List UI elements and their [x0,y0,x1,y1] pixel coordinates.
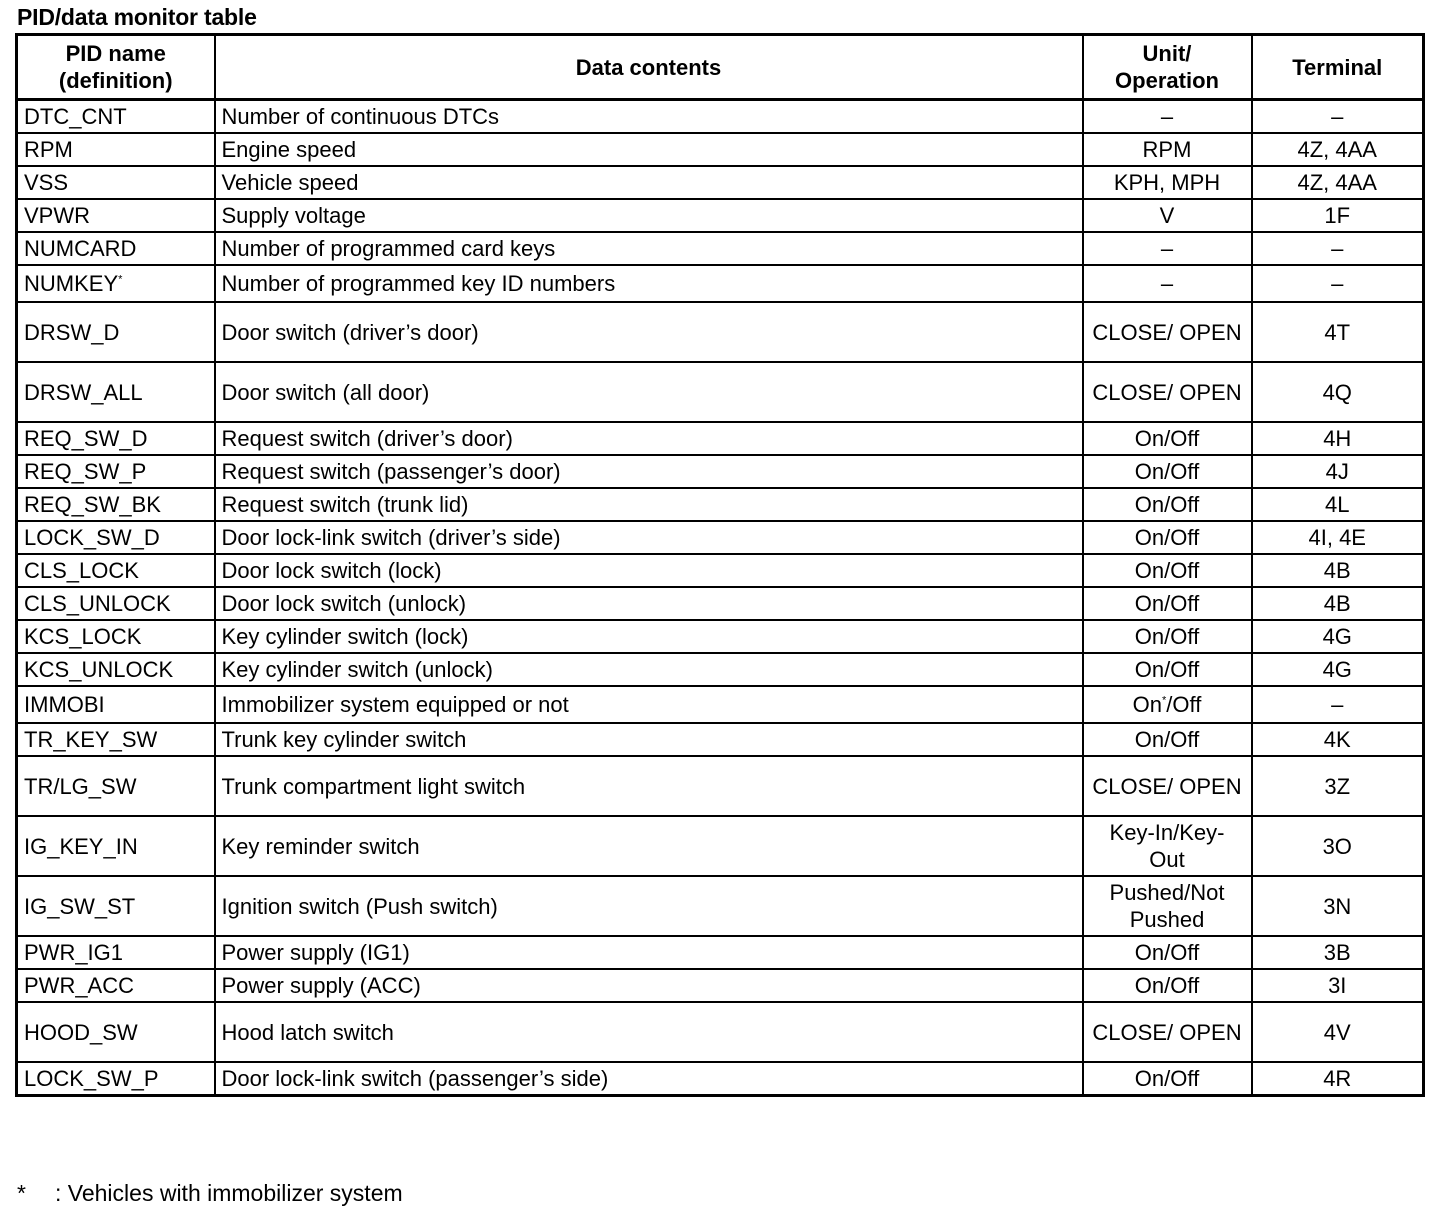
unit-operation: On/Off [1134,973,1200,998]
asterisk-mark: * [118,273,123,286]
unit-operation-cell [1083,100,1252,134]
table-row [17,686,1424,723]
pid-name: NUMKEY [24,271,119,296]
terminal-cell: 1F [1252,199,1424,232]
pid-name-cell [17,756,215,816]
table-row [17,199,1424,232]
unit-operation-cell [1083,686,1252,723]
pid-name-cell [17,166,215,199]
table-row [17,521,1424,554]
pid-name: PWR_ACC [24,973,135,998]
unit-operation-cell [1083,422,1252,455]
pid-name: CLS_LOCK [24,558,139,583]
pid-name-cell [17,587,215,620]
data-contents-cell: Door lock-link switch (driver’s side) [215,521,1083,554]
pid-name-cell [17,969,215,1002]
data-contents-cell: Immobilizer system equipped or not [215,686,1083,723]
unit-operation-cell [1083,199,1252,232]
unit-operation-rest: /Off [1166,692,1202,717]
unit-operation: CLOSE/ OPEN [1092,773,1242,799]
pid-name: KCS_UNLOCK [24,657,174,682]
pid-name: RPM [24,137,73,162]
pid-name: LOCK_SW_D [24,525,160,550]
table-row [17,756,1424,816]
terminal-cell: 4R [1252,1062,1424,1096]
table-row [17,362,1424,422]
terminal-cell: 4Z, 4AA [1252,133,1424,166]
header-terminal: Terminal [1252,35,1424,100]
pid-name: PWR_IG1 [24,940,124,965]
table-row [17,653,1424,686]
terminal-cell: – [1252,232,1424,265]
table-body [17,100,1424,1096]
pid-name-cell [17,133,215,166]
pid-name-cell [17,936,215,969]
pid-name: VPWR [24,203,90,228]
pid-name: CLS_UNLOCK [24,591,171,616]
data-contents-cell: Number of programmed card keys [215,232,1083,265]
table-row [17,554,1424,587]
unit-operation-cell [1083,620,1252,653]
unit-operation: On/Off [1134,624,1200,649]
table-row [17,302,1424,362]
unit-operation: RPM [1142,137,1192,162]
terminal-cell: – [1252,686,1424,723]
pid-name: DRSW_ALL [24,379,143,405]
pid-name-cell [17,302,215,362]
pid-name: DRSW_D [24,319,120,345]
table-row [17,166,1424,199]
table-row [17,876,1424,936]
pid-name-cell [17,199,215,232]
table-row [17,936,1424,969]
terminal-cell: 4J [1252,455,1424,488]
pid-name-cell [17,653,215,686]
unit-operation-cell [1083,265,1252,302]
data-contents-cell: Request switch (passenger’s door) [215,455,1083,488]
terminal-cell: 3Z [1252,756,1424,816]
pid-name: IMMOBI [24,692,105,717]
unit-operation-cell [1083,362,1252,422]
unit-operation-cell [1083,936,1252,969]
data-contents-cell: Door switch (all door) [215,362,1083,422]
unit-operation: On/Off [1134,591,1200,616]
pid-name-cell [17,265,215,302]
unit-operation-cell [1083,554,1252,587]
unit-operation: – [1160,271,1174,296]
data-contents-cell: Hood latch switch [215,1002,1083,1062]
unit-operation: – [1160,236,1174,261]
terminal-cell: 4B [1252,587,1424,620]
data-contents-cell: Door lock-link switch (passenger’s side) [215,1062,1083,1096]
pid-name-cell [17,1062,215,1096]
pid-name-cell [17,620,215,653]
terminal-cell: 4B [1252,554,1424,587]
data-contents-cell: Request switch (driver’s door) [215,422,1083,455]
table-row [17,232,1424,265]
terminal-cell: 4V [1252,1002,1424,1062]
unit-operation-cell [1083,133,1252,166]
unit-operation-cell [1083,756,1252,816]
pid-name-cell [17,816,215,876]
unit-operation: On/Off [1134,459,1200,484]
terminal-cell: 3N [1252,876,1424,936]
unit-operation-cell [1083,455,1252,488]
unit-operation: On/Off [1134,657,1200,682]
table-row [17,1002,1424,1062]
unit-operation: On/Off [1134,525,1200,550]
unit-operation-cell [1083,723,1252,756]
table-row [17,455,1424,488]
unit-operation: On/Off [1134,1066,1200,1091]
pid-name-cell [17,686,215,723]
data-contents-cell: Power supply (ACC) [215,969,1083,1002]
unit-operation: Key-In/Key- Out [1109,820,1225,872]
unit-operation: KPH, MPH [1113,170,1221,195]
terminal-cell: 4L [1252,488,1424,521]
table-row [17,100,1424,134]
pid-name-cell [17,422,215,455]
data-contents-cell: Supply voltage [215,199,1083,232]
unit-operation: On/Off [1134,727,1200,752]
data-contents-cell: Ignition switch (Push switch) [215,876,1083,936]
unit-operation-cell [1083,876,1252,936]
data-contents-cell: Engine speed [215,133,1083,166]
terminal-cell: 4G [1252,620,1424,653]
unit-operation-cell [1083,488,1252,521]
page-title: PID/data monitor table [17,4,257,30]
terminal-cell: 3B [1252,936,1424,969]
footnote-mark: * [17,1180,26,1206]
unit-operation-cell [1083,302,1252,362]
data-contents-cell: Key cylinder switch (lock) [215,620,1083,653]
pid-name: IG_KEY_IN [24,833,138,859]
unit-operation: On/Off [1134,558,1200,583]
unit-operation-cell [1083,816,1252,876]
unit-operation: CLOSE/ OPEN [1092,379,1242,405]
unit-operation-cell [1083,1062,1252,1096]
unit-operation: V [1159,203,1175,228]
pid-name: TR_KEY_SW [24,727,158,752]
terminal-cell: 4H [1252,422,1424,455]
unit-operation: Pushed/Not Pushed [1109,880,1225,932]
unit-operation: CLOSE/ OPEN [1092,1019,1242,1045]
pid-name-cell [17,554,215,587]
data-contents-cell: Key cylinder switch (unlock) [215,653,1083,686]
unit-operation-cell [1083,166,1252,199]
data-contents-cell: Door switch (driver’s door) [215,302,1083,362]
unit-operation-cell [1083,587,1252,620]
data-contents-cell: Door lock switch (unlock) [215,587,1083,620]
data-contents-cell: Request switch (trunk lid) [215,488,1083,521]
unit-operation: On/Off [1134,426,1200,451]
table-row [17,265,1424,302]
table-row [17,816,1424,876]
unit-operation-cell [1083,521,1252,554]
pid-name-cell [17,521,215,554]
pid-name: REQ_SW_P [24,459,147,484]
header-pid-name: PID name (definition) [17,35,215,100]
terminal-cell: 4K [1252,723,1424,756]
unit-operation: CLOSE/ OPEN [1092,319,1242,345]
asterisk-mark: * [1162,694,1167,707]
data-contents-cell: Number of programmed key ID numbers [215,265,1083,302]
data-contents-cell: Door lock switch (lock) [215,554,1083,587]
pid-name: REQ_SW_BK [24,492,161,517]
table-row [17,620,1424,653]
terminal-cell: – [1252,265,1424,302]
data-contents-cell: Vehicle speed [215,166,1083,199]
table-row [17,969,1424,1002]
table-row [17,723,1424,756]
pid-name-cell [17,488,215,521]
pid-name-cell [17,362,215,422]
table-row [17,422,1424,455]
header-unit-operation: Unit/ Operation [1083,35,1252,100]
unit-operation-cell [1083,1002,1252,1062]
data-contents-cell: Trunk key cylinder switch [215,723,1083,756]
terminal-cell: 4T [1252,302,1424,362]
terminal-cell: 4I, 4E [1252,521,1424,554]
pid-name: IG_SW_ST [24,893,136,919]
pid-name: NUMCARD [24,236,137,261]
unit-operation-cell [1083,232,1252,265]
data-contents-cell: Number of continuous DTCs [215,100,1083,134]
unit-operation-cell [1083,653,1252,686]
unit-operation-cell [1083,969,1252,1002]
terminal-cell: 4Z, 4AA [1252,166,1424,199]
pid-name: TR/LG_SW [24,773,137,799]
pid-data-monitor-table [15,33,1425,1097]
terminal-cell: 3O [1252,816,1424,876]
pid-name-cell [17,232,215,265]
pid-name: KCS_LOCK [24,624,142,649]
pid-name-cell [17,100,215,134]
unit-operation: On [1132,692,1162,717]
terminal-cell: 4Q [1252,362,1424,422]
data-contents-cell: Trunk compartment light switch [215,756,1083,816]
terminal-cell: – [1252,100,1424,134]
pid-name: REQ_SW_D [24,426,148,451]
table-header-row [17,35,1424,100]
pid-name-cell [17,1002,215,1062]
data-contents-cell: Key reminder switch [215,816,1083,876]
pid-name: HOOD_SW [24,1019,138,1045]
header-data-contents: Data contents [215,35,1083,100]
unit-operation: On/Off [1134,492,1200,517]
pid-name-cell [17,723,215,756]
unit-operation: – [1160,104,1174,129]
terminal-cell: 4G [1252,653,1424,686]
pid-name-cell [17,876,215,936]
pid-name-cell [17,455,215,488]
footnote-text: : Vehicles with immobilizer system [55,1180,403,1206]
pid-name: LOCK_SW_P [24,1066,159,1091]
table-row [17,133,1424,166]
terminal-cell: 3I [1252,969,1424,1002]
pid-name: DTC_CNT [24,104,127,129]
table-row [17,1062,1424,1096]
unit-operation: On/Off [1134,940,1200,965]
table-row [17,488,1424,521]
table-row [17,587,1424,620]
pid-name: VSS [24,170,69,195]
data-contents-cell: Power supply (IG1) [215,936,1083,969]
footnote [17,1180,403,1207]
